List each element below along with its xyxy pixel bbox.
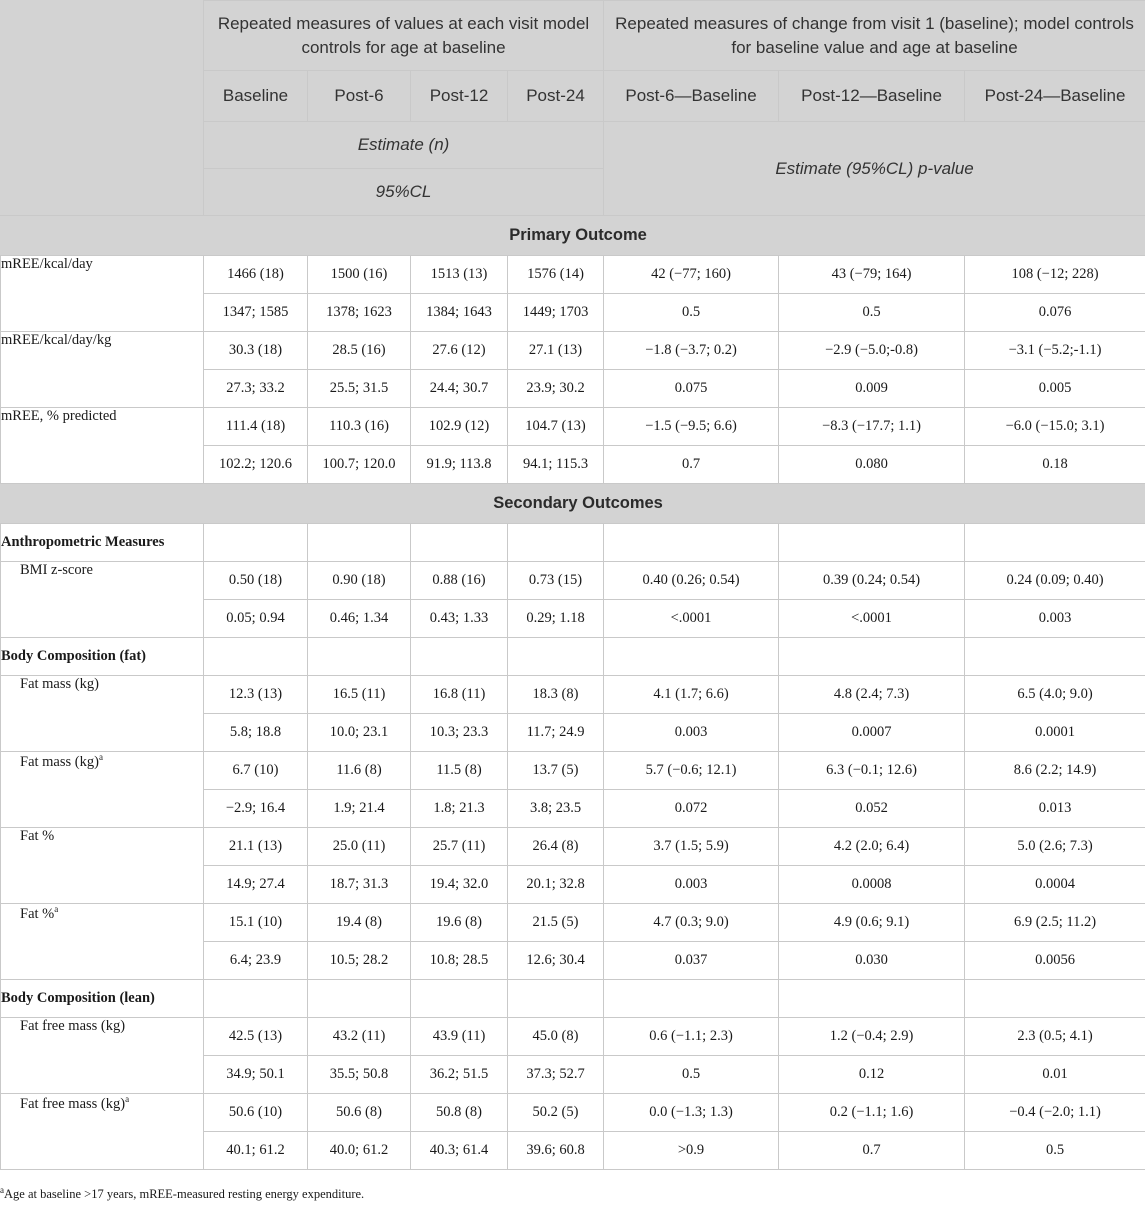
estimate-cell: 2.3 (0.5; 4.1): [965, 1018, 1145, 1056]
estimate-cell: 11.6 (8): [308, 752, 411, 790]
row-label-text: Fat %: [20, 828, 55, 844]
estimate-cell: 50.2 (5): [508, 1094, 604, 1132]
header-estimate-ci-p: Estimate (95%CL) p-value: [604, 122, 1145, 216]
estimate-cell: 1466 (18): [204, 256, 308, 294]
ci-cell: 11.7; 24.9: [508, 714, 604, 752]
estimate-cell: 0.40 (0.26; 0.54): [604, 562, 779, 600]
estimate-cell: 13.7 (5): [508, 752, 604, 790]
estimate-cell: 4.2 (2.0; 6.4): [779, 828, 965, 866]
estimate-cell: 4.1 (1.7; 6.6): [604, 676, 779, 714]
estimate-cell: 0.2 (−1.1; 1.6): [779, 1094, 965, 1132]
subheading-anthro: Anthropometric Measures: [1, 524, 204, 562]
empty-cell: [411, 980, 508, 1018]
empty-cell: [508, 980, 604, 1018]
estimate-cell: 0.90 (18): [308, 562, 411, 600]
ci-cell: 0.009: [779, 370, 965, 408]
ci-cell: 0.013: [965, 790, 1145, 828]
table-row: [1, 676, 1145, 714]
row-label: [1, 256, 204, 332]
ci-cell: 27.3; 33.2: [204, 370, 308, 408]
ci-cell: 0.003: [604, 714, 779, 752]
header-estimate-n: Estimate (n): [204, 122, 604, 169]
col-header-post24: Post-24: [508, 71, 604, 122]
ci-cell: 0.7: [604, 446, 779, 484]
ci-cell: <.0001: [779, 600, 965, 638]
ci-cell: 6.4; 23.9: [204, 942, 308, 980]
header-corner: [1, 1, 204, 216]
row-label-text: Fat %: [20, 905, 55, 922]
empty-cell: [965, 980, 1145, 1018]
ci-cell: 0.075: [604, 370, 779, 408]
empty-cell: [779, 980, 965, 1018]
ci-cell: 0.003: [604, 866, 779, 904]
estimate-cell: 8.6 (2.2; 14.9): [965, 752, 1145, 790]
estimate-cell: 43.9 (11): [411, 1018, 508, 1056]
ci-cell: 0.43; 1.33: [411, 600, 508, 638]
ci-cell: 1449; 1703: [508, 294, 604, 332]
empty-cell: [779, 638, 965, 676]
estimate-cell: 19.4 (8): [308, 904, 411, 942]
estimate-cell: 0.88 (16): [411, 562, 508, 600]
ci-cell: 37.3; 52.7: [508, 1056, 604, 1094]
table-row: [1, 752, 1145, 790]
table-row: [1, 562, 1145, 600]
footnote-mark: a: [0, 1185, 4, 1195]
estimate-cell: 0.73 (15): [508, 562, 604, 600]
ci-cell: 0.5: [604, 294, 779, 332]
row-label: [1, 1094, 204, 1170]
table-row: [1, 1018, 1145, 1056]
empty-cell: [411, 524, 508, 562]
estimate-cell: 6.3 (−0.1; 12.6): [779, 752, 965, 790]
estimate-cell: 28.5 (16): [308, 332, 411, 370]
empty-cell: [965, 638, 1145, 676]
ci-cell: 12.6; 30.4: [508, 942, 604, 980]
ci-cell: 35.5; 50.8: [308, 1056, 411, 1094]
header-95cl: 95%CL: [204, 169, 604, 216]
estimate-cell: −6.0 (−15.0; 3.1): [965, 408, 1145, 446]
estimate-cell: 110.3 (16): [308, 408, 411, 446]
row-label: [1, 904, 204, 980]
ci-cell: 40.3; 61.4: [411, 1132, 508, 1170]
estimate-cell: 16.5 (11): [308, 676, 411, 714]
estimate-cell: 0.0 (−1.3; 1.3): [604, 1094, 779, 1132]
ci-cell: 23.9; 30.2: [508, 370, 604, 408]
estimate-cell: 4.8 (2.4; 7.3): [779, 676, 965, 714]
row-label: [1, 332, 204, 408]
section-primary: Primary Outcome: [1, 216, 1145, 256]
col-header-post12-baseline: Post-12—Baseline: [779, 71, 965, 122]
row-label-text: Fat mass (kg): [20, 676, 99, 692]
ci-cell: 0.46; 1.34: [308, 600, 411, 638]
estimate-cell: 42 (−77; 160): [604, 256, 779, 294]
estimate-cell: 4.7 (0.3; 9.0): [604, 904, 779, 942]
subheading-row: [1, 980, 1145, 1018]
ci-cell: 0.0007: [779, 714, 965, 752]
estimate-cell: −1.5 (−9.5; 6.6): [604, 408, 779, 446]
ci-cell: 0.030: [779, 942, 965, 980]
ci-cell: 0.003: [965, 600, 1145, 638]
estimate-cell: 0.39 (0.24; 0.54): [779, 562, 965, 600]
estimate-cell: 6.5 (4.0; 9.0): [965, 676, 1145, 714]
estimate-cell: 50.6 (8): [308, 1094, 411, 1132]
estimate-cell: 102.9 (12): [411, 408, 508, 446]
ci-cell: 100.7; 120.0: [308, 446, 411, 484]
estimate-cell: 0.6 (−1.1; 2.3): [604, 1018, 779, 1056]
ci-cell: 1384; 1643: [411, 294, 508, 332]
estimate-cell: −2.9 (−5.0;-0.8): [779, 332, 965, 370]
estimate-cell: −0.4 (−2.0; 1.1): [965, 1094, 1145, 1132]
row-label: [1, 408, 204, 484]
footnote-text: Age at baseline >17 years, mREE-measured resting energy expenditure.: [4, 1187, 365, 1202]
ci-cell: 94.1; 115.3: [508, 446, 604, 484]
empty-cell: [308, 980, 411, 1018]
row-label-text: Fat free mass (kg): [20, 1095, 126, 1112]
estimate-cell: 30.3 (18): [204, 332, 308, 370]
ci-cell: 10.0; 23.1: [308, 714, 411, 752]
estimate-cell: 25.7 (11): [411, 828, 508, 866]
ci-cell: 0.7: [779, 1132, 965, 1170]
section-secondary: Secondary Outcomes: [1, 484, 1145, 524]
ci-cell: 1.8; 21.3: [411, 790, 508, 828]
row-label: [1, 828, 204, 904]
ci-cell: 0.29; 1.18: [508, 600, 604, 638]
estimate-cell: 16.8 (11): [411, 676, 508, 714]
ci-cell: 0.0004: [965, 866, 1145, 904]
empty-cell: [204, 980, 308, 1018]
table-body: [1, 216, 1145, 1170]
estimate-cell: 4.9 (0.6; 9.1): [779, 904, 965, 942]
ci-cell: 0.18: [965, 446, 1145, 484]
ci-cell: <.0001: [604, 600, 779, 638]
row-label-text: mREE/kcal/day: [1, 256, 93, 272]
header-group-change: Repeated measures of change from visit 1 (baseline); model controls for baseline value and age at baseline: [604, 1, 1145, 71]
subheading-row: [1, 638, 1145, 676]
ci-cell: 0.01: [965, 1056, 1145, 1094]
ci-cell: >0.9: [604, 1132, 779, 1170]
subheading-row: [1, 524, 1145, 562]
row-label-text: mREE/kcal/day/kg: [1, 332, 112, 348]
estimate-cell: 43.2 (11): [308, 1018, 411, 1056]
ci-cell: 36.2; 51.5: [411, 1056, 508, 1094]
empty-cell: [965, 524, 1145, 562]
ci-cell: 0.5: [604, 1056, 779, 1094]
ci-cell: 91.9; 113.8: [411, 446, 508, 484]
ci-cell: 0.12: [779, 1056, 965, 1094]
row-label-text: Fat free mass (kg): [20, 1018, 126, 1034]
ci-cell: 25.5; 31.5: [308, 370, 411, 408]
table-footnote: [0, 1185, 364, 1202]
footnote-mark: a: [98, 752, 103, 762]
estimate-cell: 43 (−79; 164): [779, 256, 965, 294]
estimate-cell: 50.6 (10): [204, 1094, 308, 1132]
empty-cell: [508, 524, 604, 562]
ci-cell: 34.9; 50.1: [204, 1056, 308, 1094]
empty-cell: [508, 638, 604, 676]
table-row: [1, 828, 1145, 866]
ci-cell: 24.4; 30.7: [411, 370, 508, 408]
estimate-cell: 1513 (13): [411, 256, 508, 294]
ci-cell: 102.2; 120.6: [204, 446, 308, 484]
footnote-mark: a: [125, 1094, 130, 1104]
ci-cell: 0.5: [779, 294, 965, 332]
ci-cell: 20.1; 32.8: [508, 866, 604, 904]
section-row: [1, 484, 1145, 524]
estimate-cell: 0.50 (18): [204, 562, 308, 600]
estimate-cell: 1500 (16): [308, 256, 411, 294]
estimate-cell: −8.3 (−17.7; 1.1): [779, 408, 965, 446]
row-label: [1, 752, 204, 828]
ci-cell: 3.8; 23.5: [508, 790, 604, 828]
table-row: [1, 256, 1145, 294]
row-label: [1, 676, 204, 752]
estimate-cell: 27.1 (13): [508, 332, 604, 370]
estimate-cell: 19.6 (8): [411, 904, 508, 942]
estimate-cell: 26.4 (8): [508, 828, 604, 866]
ci-cell: 14.9; 27.4: [204, 866, 308, 904]
estimate-cell: 108 (−12; 228): [965, 256, 1145, 294]
row-label-text: BMI z-score: [20, 562, 93, 578]
table-row: [1, 1094, 1145, 1132]
ci-cell: 10.8; 28.5: [411, 942, 508, 980]
row-label-text: mREE, % predicted: [1, 408, 117, 424]
estimate-cell: 6.9 (2.5; 11.2): [965, 904, 1145, 942]
ci-cell: 0.052: [779, 790, 965, 828]
col-header-post24-baseline: Post-24—Baseline: [965, 71, 1145, 122]
estimate-cell: 25.0 (11): [308, 828, 411, 866]
ci-cell: 10.5; 28.2: [308, 942, 411, 980]
estimate-cell: 1.2 (−0.4; 2.9): [779, 1018, 965, 1056]
empty-cell: [204, 524, 308, 562]
row-label-text: Fat mass (kg): [20, 753, 99, 770]
estimate-cell: 12.3 (13): [204, 676, 308, 714]
col-header-post12: Post-12: [411, 71, 508, 122]
ci-cell: 18.7; 31.3: [308, 866, 411, 904]
estimate-cell: 111.4 (18): [204, 408, 308, 446]
estimate-cell: 45.0 (8): [508, 1018, 604, 1056]
ci-cell: 0.0001: [965, 714, 1145, 752]
empty-cell: [308, 638, 411, 676]
estimate-cell: 18.3 (8): [508, 676, 604, 714]
ci-cell: 0.0056: [965, 942, 1145, 980]
empty-cell: [604, 980, 779, 1018]
ci-cell: 1.9; 21.4: [308, 790, 411, 828]
footnote-mark: a: [54, 904, 59, 914]
empty-cell: [411, 638, 508, 676]
ci-cell: 40.1; 61.2: [204, 1132, 308, 1170]
ci-cell: −2.9; 16.4: [204, 790, 308, 828]
col-header-post6: Post-6: [308, 71, 411, 122]
ci-cell: 19.4; 32.0: [411, 866, 508, 904]
ci-cell: 0.080: [779, 446, 965, 484]
ci-cell: 10.3; 23.3: [411, 714, 508, 752]
header-group-values: Repeated measures of values at each visit model controls for age at baseline: [204, 1, 604, 71]
empty-cell: [308, 524, 411, 562]
estimate-cell: 104.7 (13): [508, 408, 604, 446]
estimate-cell: 21.1 (13): [204, 828, 308, 866]
empty-cell: [604, 638, 779, 676]
table-row: [1, 332, 1145, 370]
ci-cell: 0.037: [604, 942, 779, 980]
ci-cell: 0.005: [965, 370, 1145, 408]
ci-cell: 39.6; 60.8: [508, 1132, 604, 1170]
ci-cell: 40.0; 61.2: [308, 1132, 411, 1170]
ci-cell: 1378; 1623: [308, 294, 411, 332]
ci-cell: 0.0008: [779, 866, 965, 904]
table-header: [1, 1, 1145, 216]
subheading-lean: Body Composition (lean): [1, 980, 204, 1018]
estimate-cell: 6.7 (10): [204, 752, 308, 790]
table-row: [1, 904, 1145, 942]
empty-cell: [604, 524, 779, 562]
estimate-cell: 5.7 (−0.6; 12.1): [604, 752, 779, 790]
empty-cell: [779, 524, 965, 562]
estimate-cell: 21.5 (5): [508, 904, 604, 942]
estimate-cell: 11.5 (8): [411, 752, 508, 790]
estimate-cell: −3.1 (−5.2;-1.1): [965, 332, 1145, 370]
estimate-cell: 5.0 (2.6; 7.3): [965, 828, 1145, 866]
ci-cell: 5.8; 18.8: [204, 714, 308, 752]
estimate-cell: 1576 (14): [508, 256, 604, 294]
estimate-cell: 27.6 (12): [411, 332, 508, 370]
ci-cell: 0.05; 0.94: [204, 600, 308, 638]
estimate-cell: 0.24 (0.09; 0.40): [965, 562, 1145, 600]
subheading-fat: Body Composition (fat): [1, 638, 204, 676]
section-row: [1, 216, 1145, 256]
ci-cell: 1347; 1585: [204, 294, 308, 332]
ci-cell: 0.076: [965, 294, 1145, 332]
estimate-cell: 15.1 (10): [204, 904, 308, 942]
estimate-cell: 50.8 (8): [411, 1094, 508, 1132]
col-header-post6-baseline: Post-6—Baseline: [604, 71, 779, 122]
estimate-cell: 42.5 (13): [204, 1018, 308, 1056]
table-row: [1, 408, 1145, 446]
col-header-baseline: Baseline: [204, 71, 308, 122]
row-label: [1, 562, 204, 638]
ci-cell: 0.072: [604, 790, 779, 828]
empty-cell: [204, 638, 308, 676]
estimate-cell: 3.7 (1.5; 5.9): [604, 828, 779, 866]
estimate-cell: −1.8 (−3.7; 0.2): [604, 332, 779, 370]
row-label: [1, 1018, 204, 1094]
ci-cell: 0.5: [965, 1132, 1145, 1170]
